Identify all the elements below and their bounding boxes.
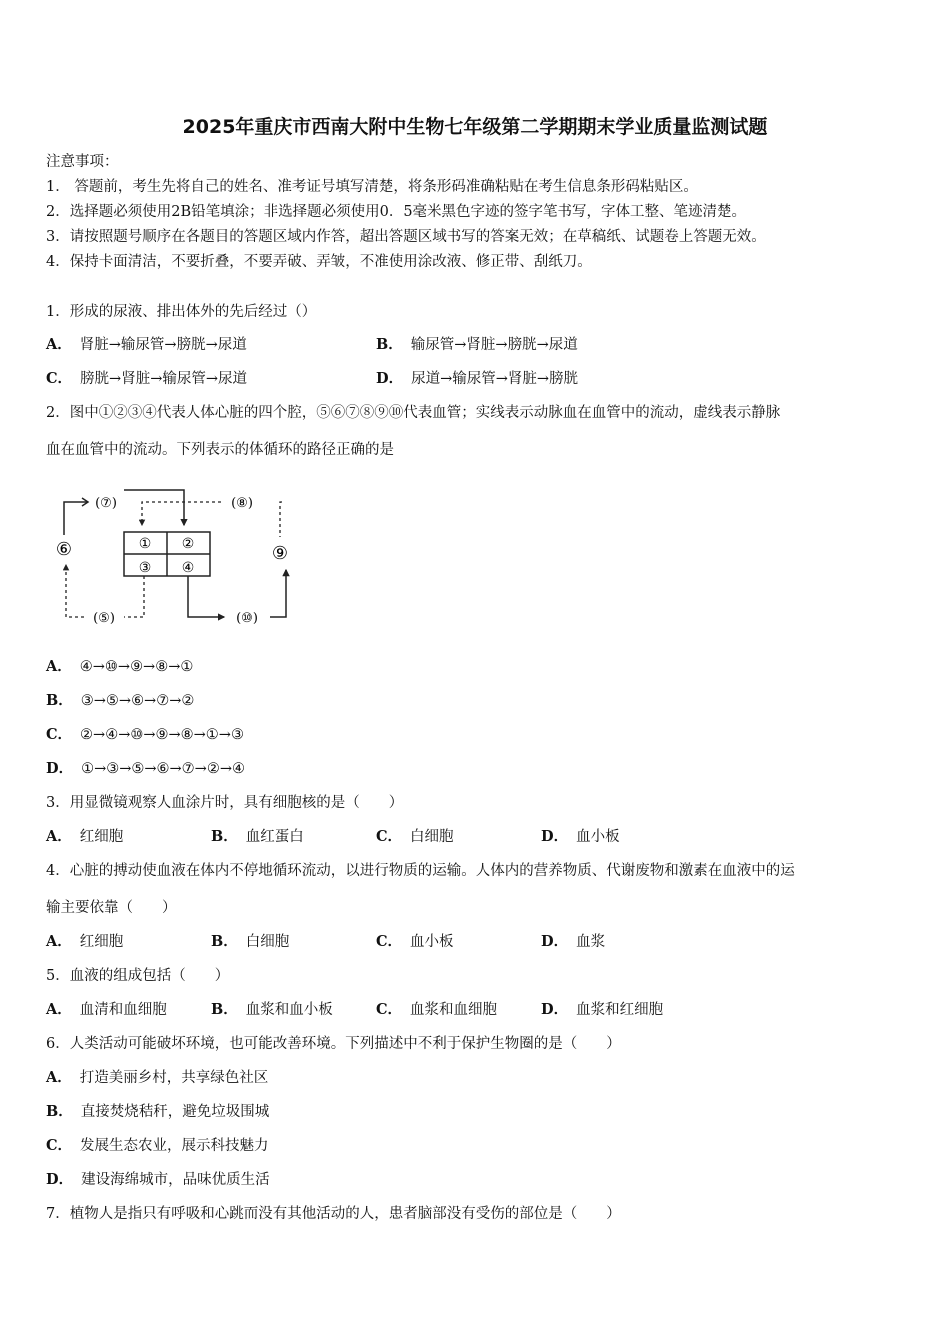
option-label: B． bbox=[376, 336, 403, 353]
option-a[interactable] bbox=[46, 1068, 268, 1088]
option-text: 血小板 bbox=[410, 934, 454, 950]
option-text: 血红蛋白 bbox=[245, 829, 304, 845]
heart-circulation-diagram bbox=[46, 485, 296, 637]
vessel-7-right bbox=[124, 490, 184, 525]
question-stem: 4．心脏的搏动使血液在体内不停地循环流动，以进行物质的运输。人体内的营养物质、代谢废物和激素在血液中的运 bbox=[46, 863, 795, 879]
option-text: 输尿管→肾脏→膀胱→尿道 bbox=[410, 337, 578, 353]
option-text: 发展生态农业，展示科技魅力 bbox=[80, 1138, 269, 1154]
option-d[interactable] bbox=[541, 932, 605, 952]
vessel-10-right bbox=[270, 570, 286, 617]
notice-item: 3．请按照题号顺序在各题目的答题区域内作答，超出答题区域书写的答案无效；在草稿纸、试题卷上答题无效。 bbox=[46, 229, 766, 245]
option-label: A． bbox=[46, 336, 72, 353]
option-c[interactable] bbox=[376, 827, 454, 847]
question-stem: 2．图中①②③④代表人体心脏的四个腔，⑤⑥⑦⑧⑨⑩代表血管；实线表示动脉血在血管中的流动，虚线表示静脉 bbox=[46, 405, 781, 421]
option-b[interactable] bbox=[211, 932, 289, 952]
option-a[interactable] bbox=[46, 335, 247, 355]
option-b[interactable] bbox=[46, 1102, 269, 1122]
option-b[interactable] bbox=[211, 827, 304, 847]
question-stem: 7．植物人是指只有呼吸和心跳而没有其他活动的人，患者脑部没有受伤的部位是（ ） bbox=[46, 1206, 621, 1222]
notice-item: 1． 答题前，考生先将自己的姓名、准考证号填写清楚，将条形码准确粘贴在考生信息条形码粘贴区。 bbox=[46, 179, 698, 195]
notice-item: 2．选择题必须使用2B铅笔填涂；非选择题必须使用0．5毫米黑色字迹的签字笔书写，字体工整、笔迹清楚。 bbox=[46, 204, 747, 220]
chamber-2-label: ② bbox=[181, 536, 195, 552]
option-text: 建设海绵城市，品味优质生活 bbox=[81, 1172, 270, 1188]
option-label: D． bbox=[46, 760, 74, 777]
option-label: C． bbox=[376, 933, 403, 950]
option-label: C． bbox=[376, 1001, 403, 1018]
page-title: 2025年重庆市西南大附中生物七年级第二学期期末学业质量监测试题 bbox=[182, 116, 768, 138]
question-stem: 5．血液的组成包括（ ） bbox=[46, 968, 230, 984]
option-d[interactable] bbox=[376, 369, 578, 389]
option-b[interactable] bbox=[376, 335, 578, 355]
question-stem: 6．人类活动可能破坏环境，也可能改善环境。下列描述中不利于保护生物圈的是（ ） bbox=[46, 1036, 621, 1052]
option-label: B． bbox=[46, 692, 73, 709]
option-c[interactable] bbox=[376, 1000, 497, 1020]
option-label: A． bbox=[46, 933, 72, 950]
chamber-3-label: ③ bbox=[138, 560, 152, 576]
option-label: A． bbox=[46, 1069, 72, 1086]
option-d[interactable] bbox=[46, 759, 245, 779]
question-stem: 血在血管中的流动。下列表示的体循环的路径正确的是 bbox=[46, 442, 394, 458]
option-text: 打造美丽乡村，共享绿色社区 bbox=[79, 1070, 269, 1086]
option-label: B． bbox=[211, 1001, 238, 1018]
option-label: D． bbox=[541, 1001, 569, 1018]
vessel-9-label: ⑨ bbox=[271, 543, 289, 564]
question-stem: 输主要依靠（ ） bbox=[46, 900, 177, 916]
option-a[interactable] bbox=[46, 1000, 167, 1020]
option-text: 膀胱→肾脏→输尿管→尿道 bbox=[80, 371, 247, 387]
notice-item: 4．保持卡面清洁，不要折叠，不要弄破、弄皱，不准使用涂改液、修正带、刮纸刀。 bbox=[46, 254, 592, 270]
vessel-5-label: (⑤) bbox=[93, 611, 115, 626]
option-text: 红细胞 bbox=[79, 934, 124, 950]
option-text: ②→④→⑩→⑨→⑧→①→③ bbox=[80, 727, 244, 743]
option-label: B． bbox=[46, 1103, 73, 1120]
option-label: B． bbox=[211, 828, 238, 845]
option-label: C． bbox=[376, 828, 403, 845]
chamber-4-label: ④ bbox=[181, 560, 195, 576]
vessel-7-label: (⑦) bbox=[95, 496, 117, 511]
option-d[interactable] bbox=[541, 827, 620, 847]
option-label: B． bbox=[211, 933, 238, 950]
option-label: D． bbox=[46, 1171, 74, 1188]
option-c[interactable] bbox=[46, 725, 244, 745]
option-d[interactable] bbox=[46, 1170, 270, 1190]
option-text: 尿道→输尿管→肾脏→膀胱 bbox=[411, 371, 579, 387]
option-text: 白细胞 bbox=[410, 829, 454, 845]
option-text: ③→⑤→⑥→⑦→② bbox=[80, 693, 195, 709]
option-a[interactable] bbox=[46, 932, 123, 952]
option-label: C． bbox=[46, 726, 73, 743]
option-text: 肾脏→输尿管→膀胱→尿道 bbox=[79, 337, 247, 353]
option-d[interactable] bbox=[541, 1000, 663, 1020]
option-c[interactable] bbox=[46, 1136, 269, 1156]
option-label: D． bbox=[541, 933, 569, 950]
question-stem: 1．形成的尿液、排出体外的先后经过（） bbox=[46, 304, 317, 320]
option-a[interactable] bbox=[46, 827, 123, 847]
vessel-10-left bbox=[188, 576, 224, 617]
vessel-5-left bbox=[66, 565, 84, 617]
option-text: 血清和血细胞 bbox=[79, 1002, 167, 1018]
option-text: 直接焚烧秸秆，避免垃圾围城 bbox=[80, 1104, 270, 1120]
option-c[interactable] bbox=[376, 932, 454, 952]
vessel-8-left bbox=[142, 502, 221, 525]
notice-heading: 注意事项： bbox=[46, 154, 119, 170]
vessel-8-right bbox=[280, 502, 282, 537]
vessel-10-label: (⑩) bbox=[236, 611, 258, 626]
vessel-6-label: ⑥ bbox=[55, 539, 73, 560]
option-label: C． bbox=[46, 370, 73, 387]
option-b[interactable] bbox=[46, 691, 194, 711]
option-text: 白细胞 bbox=[245, 934, 290, 950]
option-label: A． bbox=[46, 828, 72, 845]
question-stem: 3．用显微镜观察人血涂片时，具有细胞核的是（ ） bbox=[46, 795, 404, 811]
chamber-1-label: ① bbox=[138, 536, 152, 552]
option-text: 血浆 bbox=[576, 934, 606, 950]
option-text: ①→③→⑤→⑥→⑦→②→④ bbox=[81, 761, 245, 777]
option-text: ④→⑩→⑨→⑧→① bbox=[79, 659, 194, 675]
option-a[interactable] bbox=[46, 657, 193, 677]
option-label: A． bbox=[46, 658, 72, 675]
option-text: 血浆和血小板 bbox=[245, 1002, 333, 1018]
option-label: D． bbox=[541, 828, 569, 845]
vessel-8-label: (⑧) bbox=[231, 496, 253, 511]
option-label: D． bbox=[376, 370, 404, 387]
option-c[interactable] bbox=[46, 369, 247, 389]
option-text: 血小板 bbox=[576, 829, 620, 845]
vessel-7-left bbox=[64, 502, 88, 535]
option-text: 血浆和红细胞 bbox=[576, 1002, 664, 1018]
option-text: 血浆和血细胞 bbox=[410, 1002, 498, 1018]
option-text: 红细胞 bbox=[79, 829, 124, 845]
option-label: A． bbox=[46, 1001, 72, 1018]
option-b[interactable] bbox=[211, 1000, 333, 1020]
option-label: C． bbox=[46, 1137, 73, 1154]
vessel-5-right bbox=[124, 576, 144, 617]
